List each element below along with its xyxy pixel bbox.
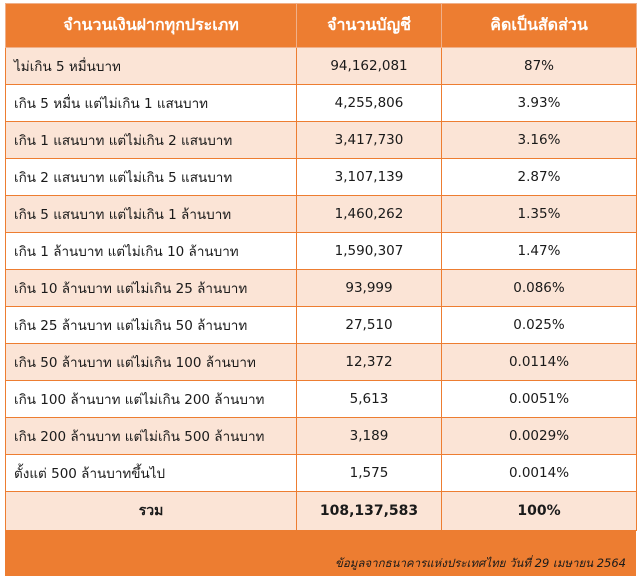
header-share: คิดเป็นสัดส่วน [442,4,637,48]
account-count-cell: 1,590,307 [297,233,442,270]
share-cell: 3.93% [442,85,637,122]
total-label: รวม [6,492,297,531]
deposit-range-cell: เกิน 25 ล้านบาท แต่ไม่เกิน 50 ล้านบาท [6,307,297,344]
account-count-cell: 94,162,081 [297,48,442,85]
table-row [6,455,637,492]
table-row [6,85,637,122]
deposit-range-cell: เกิน 200 ล้านบาท แต่ไม่เกิน 500 ล้านบาท [6,418,297,455]
deposit-range-cell: ตั้งแต่ 500 ล้านบาทขึ้นไป [6,455,297,492]
account-count-cell: 1,575 [297,455,442,492]
table-row [6,418,637,455]
table-row [6,196,637,233]
account-count-cell: 27,510 [297,307,442,344]
share-cell: 3.16% [442,122,637,159]
share-cell: 0.086% [442,270,637,307]
source-note: ข้อมูลจากธนาคารแห่งประเทศไทย วันที่ 29 เมษายน 2564 [335,556,626,570]
total-share: 100% [442,492,637,531]
header-account-count: จำนวนบัญชี [297,4,442,48]
table-row [6,344,637,381]
deposit-range-cell: เกิน 100 ล้านบาท แต่ไม่เกิน 200 ล้านบาท [6,381,297,418]
share-cell: 0.0029% [442,418,637,455]
deposit-range-cell: เกิน 1 ล้านบาท แต่ไม่เกิน 10 ล้านบาท [6,233,297,270]
share-cell: 0.0014% [442,455,637,492]
share-cell: 1.47% [442,233,637,270]
deposit-range-cell: เกิน 1 แสนบาท แต่ไม่เกิน 2 แสนบาท [6,122,297,159]
table-row [6,307,637,344]
deposit-table-frame [5,3,636,576]
table-row [6,270,637,307]
deposit-range-cell: เกิน 10 ล้านบาท แต่ไม่เกิน 25 ล้านบาท [6,270,297,307]
share-cell: 0.0114% [442,344,637,381]
share-cell: 2.87% [442,159,637,196]
account-count-cell: 3,189 [297,418,442,455]
deposit-range-cell: เกิน 2 แสนบาท แต่ไม่เกิน 5 แสนบาท [6,159,297,196]
table-row [6,159,637,196]
account-count-cell: 4,255,806 [297,85,442,122]
deposit-range-cell: เกิน 5 หมื่น แต่ไม่เกิน 1 แสนบาท [6,85,297,122]
total-row [6,492,637,531]
account-count-cell: 3,417,730 [297,122,442,159]
account-count-cell: 1,460,262 [297,196,442,233]
account-count-cell: 5,613 [297,381,442,418]
deposit-table [5,3,637,531]
total-account-count: 108,137,583 [297,492,442,531]
share-cell: 87% [442,48,637,85]
share-cell: 1.35% [442,196,637,233]
account-count-cell: 3,107,139 [297,159,442,196]
share-cell: 0.0051% [442,381,637,418]
deposit-range-cell: เกิน 5 แสนบาท แต่ไม่เกิน 1 ล้านบาท [6,196,297,233]
account-count-cell: 12,372 [297,344,442,381]
table-row [6,233,637,270]
table-row [6,381,637,418]
share-cell: 0.025% [442,307,637,344]
table-header-row [6,4,637,48]
deposit-range-cell: เกิน 50 ล้านบาท แต่ไม่เกิน 100 ล้านบาท [6,344,297,381]
deposit-range-cell: ไม่เกิน 5 หมื่นบาท [6,48,297,85]
account-count-cell: 93,999 [297,270,442,307]
header-deposit-range: จำนวนเงินฝากทุกประเภท [6,4,297,48]
table-row [6,48,637,85]
table-row [6,122,637,159]
